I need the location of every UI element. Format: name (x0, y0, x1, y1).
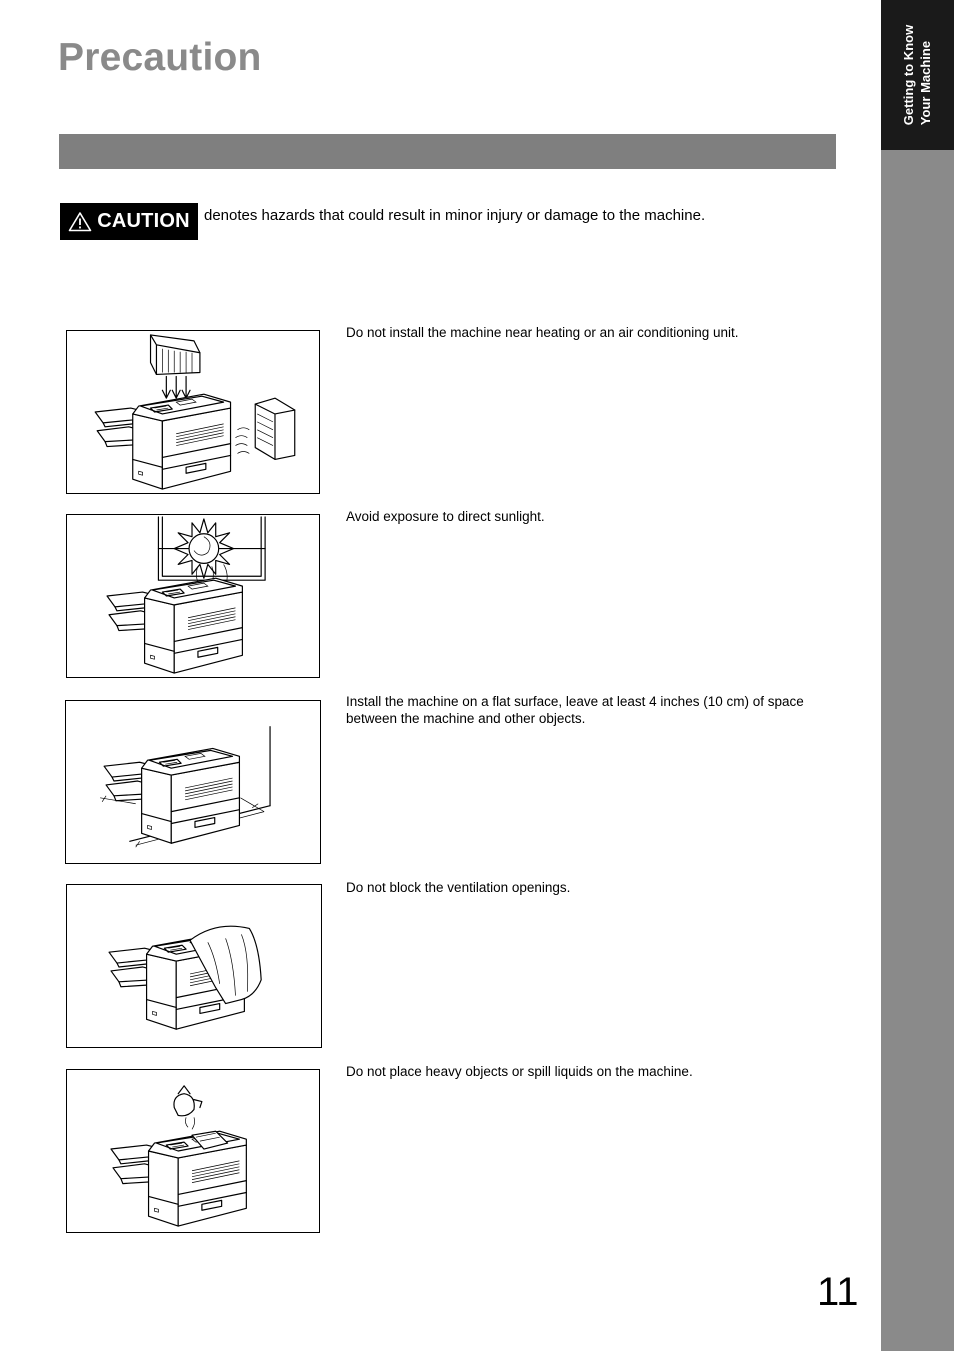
figure-ventilation-openings (66, 884, 322, 1048)
figure-heavy-objects-liquids (66, 1069, 320, 1233)
caution-description: denotes hazards that could result in minor injury or damage to the machine. (204, 207, 706, 224)
page-title: Precaution (58, 36, 262, 79)
precaution-text-5: Do not place heavy objects or spill liquids on the machine. (346, 1064, 693, 1079)
warning-triangle-icon (68, 211, 92, 232)
section-header-bar (59, 134, 836, 169)
precaution-text-2: Avoid exposure to direct sunlight. (346, 509, 545, 524)
page-number: 11 (817, 1270, 859, 1314)
precaution-text-3: Install the machine on a flat surface, leave at least 4 inches (10 cm) of space between the machine and other objects. (346, 694, 804, 726)
caution-label: CAUTION (97, 210, 190, 232)
figure-flat-surface-clearance (65, 700, 321, 864)
side-tab-label (881, 0, 954, 150)
side-tab (881, 0, 954, 1351)
caution-badge (60, 203, 198, 240)
precaution-text-1: Do not install the machine near heating or an air conditioning unit. (346, 325, 739, 340)
side-tab-line-2: Your Machine (918, 40, 934, 126)
side-tab-line-1: Getting to Know (901, 24, 917, 126)
figure-heater-air-conditioner (66, 330, 320, 494)
figure-direct-sunlight (66, 514, 320, 678)
precaution-text-4: Do not block the ventilation openings. (346, 880, 571, 895)
